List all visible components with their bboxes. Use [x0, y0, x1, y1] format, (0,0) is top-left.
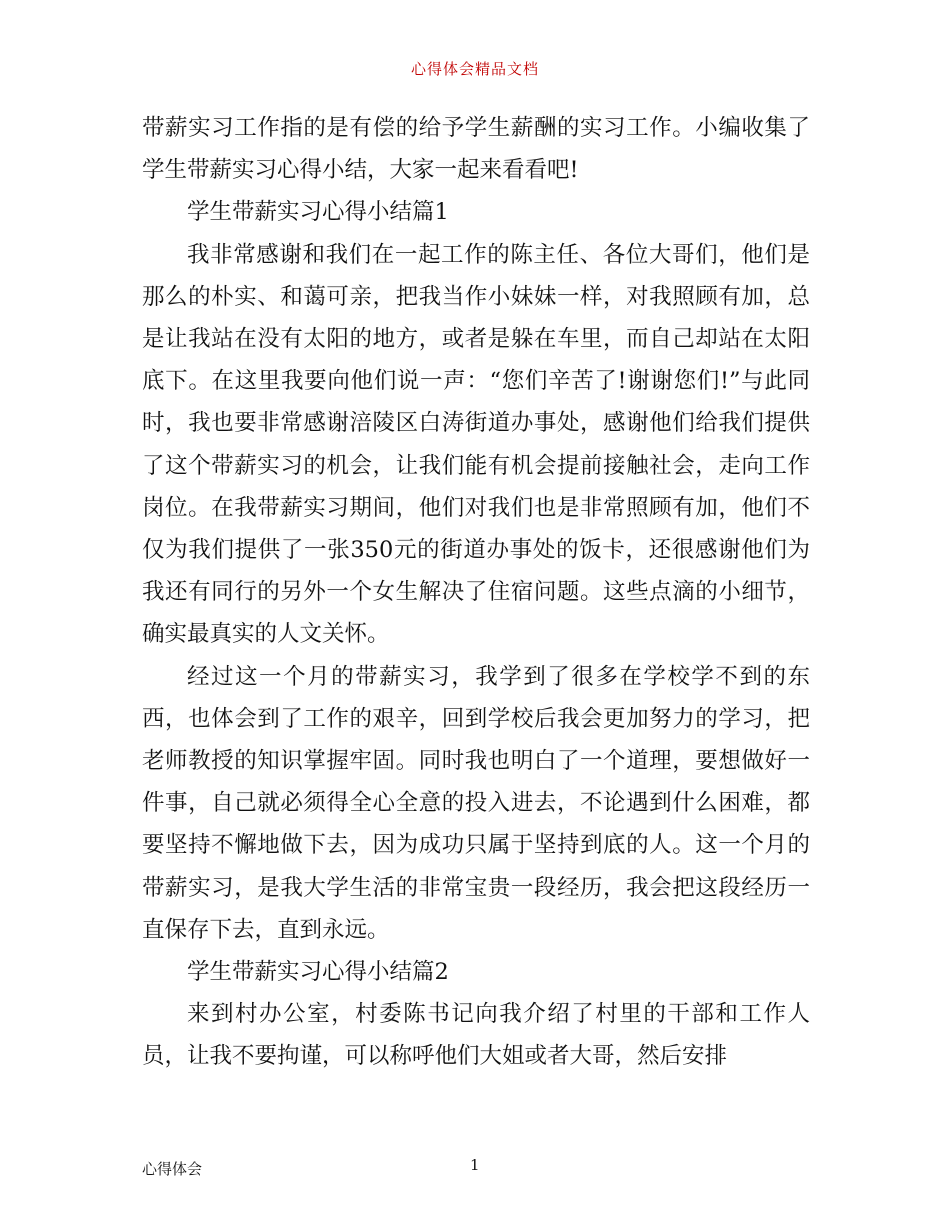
body-paragraph: 经过这一个月的带薪实习，我学到了很多在学校学不到的东西，也体会到了工作的艰辛，回到学校后我会更加努力的学习，把老师教授的知识掌握牢固。同时我也明白了一个道理，要想做好一件事，自己就必须得全心全意的投入进去，不论遇到什么困难，都要坚持不懈地做下去，因为成功只属于坚持到底的人。这一个月的带薪实习，是我大学生活的非常宝贵一段经历，我会把这段经历一直保存下去，直到永远。 — [142, 663, 810, 943]
body-paragraph: 我非常感谢和我们在一起工作的陈主任、各位大哥们，他们是那么的朴实、和蔼可亲，把我当作小妹妹一样，对我照顾有加，总是让我站在没有太阳的地方，或者是躲在车里，而自己却站在太阳底下。在这里我要向他们说一声：“您们辛苦了!谢谢您们!”与此同时，我也要非常感谢涪陵区白涛街道办事处，感谢他们给我们提供了这个带薪实习的机会，让我们能有机会提前接触社会，走向工作岗位。在我带薪实习期间，他们对我们也是非常照顾有加，他们不仅为我们提供了一张350元的街道办事处的饭卡，还很感谢他们为我还有同行的另外一个女生解决了住宿问题。这些点滴的小细节，确实最真实的人文关怀。 — [142, 241, 810, 648]
section-heading-2: 学生带薪实习心得小结篇2 — [187, 959, 449, 986]
document-body — [142, 107, 810, 1078]
footer-label: 心得体会 — [142, 1160, 203, 1178]
section-heading-1: 学生带薪实习心得小结篇1 — [187, 199, 449, 226]
document-header-title: 心得体会精品文档 — [410, 60, 539, 78]
page-number: 1 — [470, 1156, 480, 1174]
intro-paragraph: 带薪实习工作指的是有偿的给予学生薪酬的实习工作。小编收集了学生带薪实习心得小结，大家一起来看看吧! — [142, 115, 810, 184]
body-paragraph: 来到村办公室，村委陈书记向我介绍了村里的干部和工作人员，让我不要拘谨，可以称呼他们大姐或者大哥，然后安排 — [142, 1001, 810, 1070]
